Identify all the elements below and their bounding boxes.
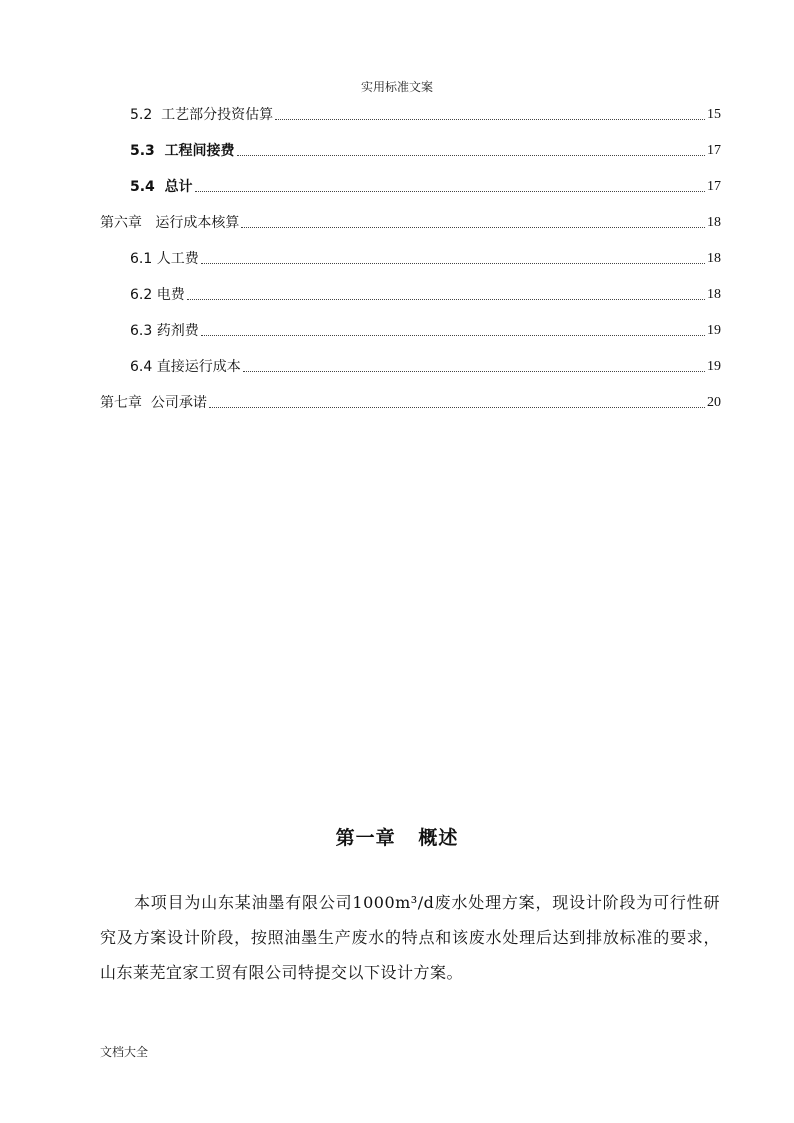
- toc-entry[interactable]: [130, 140, 721, 160]
- toc-entry-page: 19: [707, 323, 721, 338]
- toc-entry-label: 药剂费: [156, 323, 199, 339]
- toc-entry[interactable]: [130, 356, 721, 376]
- toc-entry-number: 6.2: [130, 287, 157, 303]
- toc-entry[interactable]: [130, 284, 721, 304]
- toc-entry-number: 5.2: [130, 107, 162, 123]
- toc-entry-page: 18: [707, 287, 721, 302]
- toc-entry[interactable]: [130, 104, 721, 124]
- toc-leader-dots: [187, 298, 705, 300]
- page-header: 实用标准文案: [360, 80, 433, 94]
- toc-entry-number: 6.4: [130, 359, 157, 375]
- body-paragraph: 本项目为山东某油墨有限公司1000m³/d废水处理方案，现设计阶段为可行性研究及方案设计阶段，按照油墨生产废水的特点和该废水处理后达到排放标准的要求，山东莱芜宜家工贸有限公司特提交以下设计方案。: [100, 893, 720, 982]
- page-footer: 文档大全: [100, 1045, 149, 1059]
- toc-entry-number: 5.4: [130, 179, 165, 195]
- chapter-title: 第一章 概述: [335, 827, 459, 849]
- toc-entry-number: 第七章: [100, 395, 151, 411]
- toc-entry-label: 人工费: [156, 251, 199, 267]
- toc-entry-page: 19: [707, 359, 721, 374]
- toc-entry[interactable]: [130, 248, 721, 268]
- toc-entry-page: 18: [707, 215, 721, 230]
- toc-leader-dots: [241, 226, 705, 228]
- toc-entry-number: 6.3: [130, 323, 157, 339]
- toc-entry-number: 第六章: [100, 215, 156, 231]
- toc-leader-dots: [195, 190, 705, 192]
- toc-leader-dots: [275, 118, 705, 120]
- toc-leader-dots: [201, 334, 705, 336]
- toc-entry-label: 工艺部分投资估算: [161, 107, 274, 123]
- toc-entry[interactable]: [100, 212, 721, 232]
- toc-entry-label: 工程间接费: [164, 143, 235, 159]
- toc-entry-page: 15: [707, 107, 721, 122]
- toc-entry-label: 电费: [156, 287, 185, 303]
- toc-entry-label: 公司承诺: [150, 395, 207, 411]
- toc-entry-page: 20: [707, 395, 721, 410]
- toc-entry-page: 18: [707, 251, 721, 266]
- toc-leader-dots: [209, 406, 705, 408]
- toc-leader-dots: [237, 154, 705, 156]
- toc-leader-dots: [201, 262, 705, 264]
- toc-leader-dots: [243, 370, 705, 372]
- toc-entry[interactable]: [130, 176, 721, 196]
- toc-entry[interactable]: [130, 320, 721, 340]
- toc-entry-label: 直接运行成本: [156, 359, 241, 375]
- toc-entry-number: 5.3: [130, 143, 165, 159]
- toc-entry-label: 总计: [164, 179, 193, 195]
- toc-entry-number: 6.1: [130, 251, 157, 267]
- toc-entry-page: 17: [707, 179, 721, 194]
- toc-entry[interactable]: [100, 392, 721, 412]
- toc-entry-label: 运行成本核算: [155, 215, 240, 231]
- toc-entry-page: 17: [707, 143, 721, 158]
